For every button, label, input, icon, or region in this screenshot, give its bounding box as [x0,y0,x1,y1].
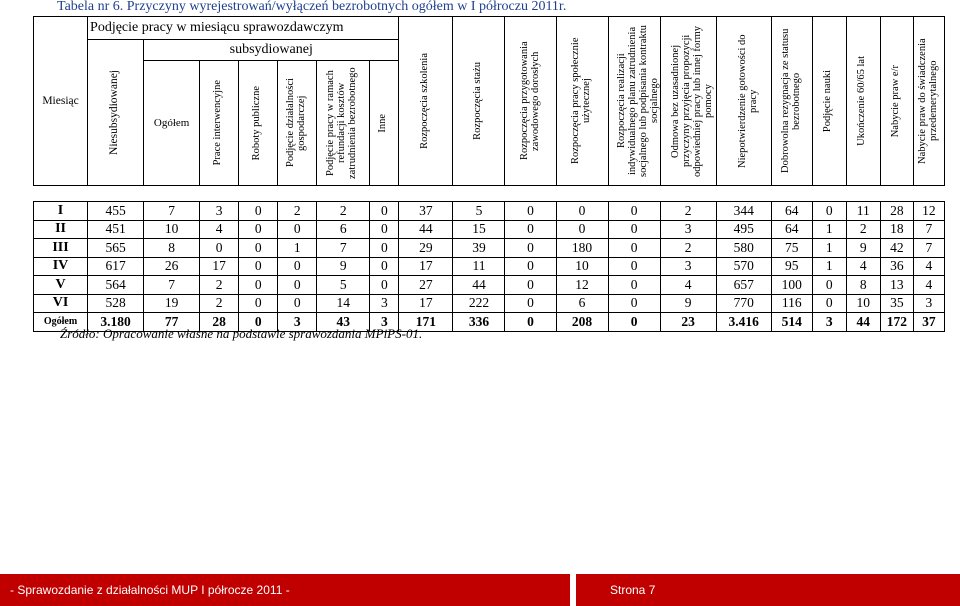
col-header: Nabycie praw e/r [880,17,913,186]
table-cell: 455 [88,202,144,221]
table-cell: 580 [716,239,771,258]
table-cell: 3 [370,313,399,332]
table-cell: 42 [880,239,913,258]
table-cell: 39 [453,239,505,258]
table-cell: 75 [771,239,812,258]
table-cell: 0 [239,294,278,313]
table-cell: 0 [608,313,660,332]
table-cell: 3 [812,313,846,332]
table-cell: 12 [913,202,944,221]
col-header: Niepotwierdzenie gotowości do pracy [716,17,771,186]
table-cell: 28 [200,313,239,332]
col-header: Podjęcie działalności gospodarczej [278,61,317,186]
table-cell: 1 [812,220,846,239]
table-cell: 570 [716,257,771,276]
table-cell: 0 [278,276,317,295]
table-cell: 2 [660,239,716,258]
table-cell: 1 [278,239,317,258]
row-label: I [34,202,88,221]
table-cell: 43 [317,313,370,332]
table-row [34,202,945,221]
table-cell: 0 [505,313,556,332]
table-cell: 9 [846,239,880,258]
source-note: Źródło: Opracowanie własne na podstawie sprawozdania MPiPS-01. [60,326,423,341]
table-cell: 36 [880,257,913,276]
row-label: IV [34,257,88,276]
table-cell: 0 [200,239,239,258]
table-cell: 15 [453,220,505,239]
table-cell: 4 [660,276,716,295]
unsubsidized-header: Niesubsydiowanej [88,40,144,186]
page-footer [0,552,960,606]
col-header: Inne [370,61,399,186]
table-cell: 0 [608,257,660,276]
table-row [34,239,945,258]
table-cell: 0 [370,202,399,221]
table-cell: 172 [880,313,913,332]
table-cell: 8 [144,239,200,258]
table-cell: 0 [239,313,278,332]
table-body [34,202,945,332]
table-cell: 44 [399,220,453,239]
table-cell: 23 [660,313,716,332]
table-cell: 12 [556,276,608,295]
table-cell: 7 [913,220,944,239]
table-cell: 35 [880,294,913,313]
table-cell: 8 [846,276,880,295]
table-cell: 0 [370,239,399,258]
table-cell: 27 [399,276,453,295]
table-cell: 9 [317,257,370,276]
table-cell: 13 [880,276,913,295]
table-cell: 6 [556,294,608,313]
table-cell: 657 [716,276,771,295]
table-cell: 77 [144,313,200,332]
table-cell: 2 [846,220,880,239]
table-cell: 95 [771,257,812,276]
col-header: Prace interwencyjne [200,61,239,186]
table-cell: 0 [239,220,278,239]
table-cell: 0 [556,220,608,239]
table-cell: 344 [716,202,771,221]
table-cell: 64 [771,202,812,221]
table-cell: 19 [144,294,200,313]
job-taking-group-header: Podjęcie pracy w miesiącu sprawozdawczym [88,17,399,40]
table-cell: 0 [505,220,556,239]
table-cell: 17 [399,294,453,313]
table-cell: 37 [913,313,944,332]
subsidized-header: subsydiowanej [144,40,399,61]
table-cell: 5 [317,276,370,295]
table-cell: 11 [846,202,880,221]
table-cell: 44 [453,276,505,295]
table-cell: 6 [317,220,370,239]
table-cell: 1 [812,257,846,276]
table-row [34,276,945,295]
table-cell: 0 [812,202,846,221]
table-cell: 116 [771,294,812,313]
table-cell: 208 [556,313,608,332]
col-header: Rozpoczęcia szkolenia [399,17,453,186]
table-row [34,257,945,276]
table-cell: 2 [200,294,239,313]
table-cell: 0 [608,239,660,258]
table-cell: 2 [200,276,239,295]
table-cell: 0 [608,276,660,295]
table-cell: 5 [453,202,505,221]
table-cell: 3 [200,202,239,221]
table-cell: 0 [239,239,278,258]
table-cell: 0 [556,202,608,221]
row-label: Ogółem [34,313,88,332]
footer-report-label: - Sprawozdanie z działalności MUP I półrocze 2011 - [0,574,570,606]
table-cell: 26 [144,257,200,276]
table-cell: 17 [200,257,239,276]
table-cell: 100 [771,276,812,295]
month-header: Miesiąc [34,17,88,186]
table-row [34,220,945,239]
table-cell: 495 [716,220,771,239]
table-cell: 0 [608,202,660,221]
table-cell: 18 [880,220,913,239]
table-cell: 770 [716,294,771,313]
table-cell: 528 [88,294,144,313]
table-cell: 514 [771,313,812,332]
table-cell: 0 [505,276,556,295]
table-cell: 3.180 [88,313,144,332]
table-cell: 171 [399,313,453,332]
table-cell: 10 [846,294,880,313]
table-cell: 0 [370,220,399,239]
col-header: Podjęcie nauki [812,17,846,186]
table-cell: 0 [239,202,278,221]
table-title: Tabela nr 6. Przyczyny wyrejestrowań/wyłączeń bezrobotnych ogółem w I półroczu 2011r. [57,0,567,14]
col-header: Rozpoczęcia pracy społecznie użytecznej [556,17,608,186]
table-cell: 4 [846,257,880,276]
table-cell: 7 [913,239,944,258]
table-cell: 0 [278,294,317,313]
table-cell: 0 [239,276,278,295]
table-cell: 3 [370,294,399,313]
col-header: Rozpoczęcia realizacji indywidualnego planu zatrudnienia socjalnego lub podpisania kontraktu socjalnego [608,17,660,186]
table-cell: 0 [505,257,556,276]
table-cell: 3 [660,257,716,276]
table-cell: 3 [913,294,944,313]
col-header: Odmowa bez uzasadnionej przyczyny przyjęcia propozycji odpowiedniej pracy lub innej formy pomocy [660,17,716,186]
table-cell: 7 [144,202,200,221]
table-cell: 10 [144,220,200,239]
col-header: Dobrowolna rezygnacja ze statusu bezrobotnego [771,17,812,186]
table-cell: 0 [278,220,317,239]
subsidized-total-header: Ogółem [144,61,200,186]
col-header: Podjęcie pracy w ramach refundacji kosztów zatrudnienia bezrobotnego [317,61,370,186]
table-cell: 0 [239,257,278,276]
table-cell: 564 [88,276,144,295]
table-cell: 0 [608,294,660,313]
table-cell: 44 [846,313,880,332]
footer-page-number: Strona 7 [576,574,960,606]
table-cell: 17 [399,257,453,276]
col-header: Nabycie praw do świadczenia przedemerytalnego [913,17,944,186]
table-cell: 0 [812,276,846,295]
table-cell: 565 [88,239,144,258]
table-cell: 14 [317,294,370,313]
table-cell: 0 [370,257,399,276]
row-label: III [34,239,88,258]
table-cell: 9 [660,294,716,313]
table-cell: 0 [505,239,556,258]
table-cell: 4 [913,257,944,276]
table-cell: 3 [278,313,317,332]
table-row [34,294,945,313]
table-cell: 28 [880,202,913,221]
table-cell: 617 [88,257,144,276]
causes-table [33,16,945,332]
col-header: Ukończenie 60/65 lat [846,17,880,186]
table-cell: 1 [812,239,846,258]
table-cell: 11 [453,257,505,276]
table-cell: 451 [88,220,144,239]
col-header: Roboty publiczne [239,61,278,186]
table-cell: 7 [317,239,370,258]
table-cell: 0 [370,276,399,295]
table-cell: 336 [453,313,505,332]
row-label: VI [34,294,88,313]
header-spacer [34,186,945,202]
row-label: V [34,276,88,295]
row-label: II [34,220,88,239]
table-cell: 180 [556,239,608,258]
table-cell: 0 [505,294,556,313]
table-cell: 2 [278,202,317,221]
table-cell: 37 [399,202,453,221]
table-cell: 29 [399,239,453,258]
table-cell: 64 [771,220,812,239]
table-cell: 0 [278,257,317,276]
table-cell: 4 [913,276,944,295]
table-cell: 2 [660,202,716,221]
table-cell: 3 [660,220,716,239]
table-cell: 0 [505,202,556,221]
table-cell: 222 [453,294,505,313]
col-header: Rozpoczęcia przygotowania zawodowego dorosłych [505,17,556,186]
table-cell: 3.416 [716,313,771,332]
table-cell: 0 [812,294,846,313]
table-cell: 0 [608,220,660,239]
col-header: Rozpoczęcia stażu [453,17,505,186]
table-cell: 10 [556,257,608,276]
table-cell: 4 [200,220,239,239]
table-cell: 7 [144,276,200,295]
table-cell: 2 [317,202,370,221]
